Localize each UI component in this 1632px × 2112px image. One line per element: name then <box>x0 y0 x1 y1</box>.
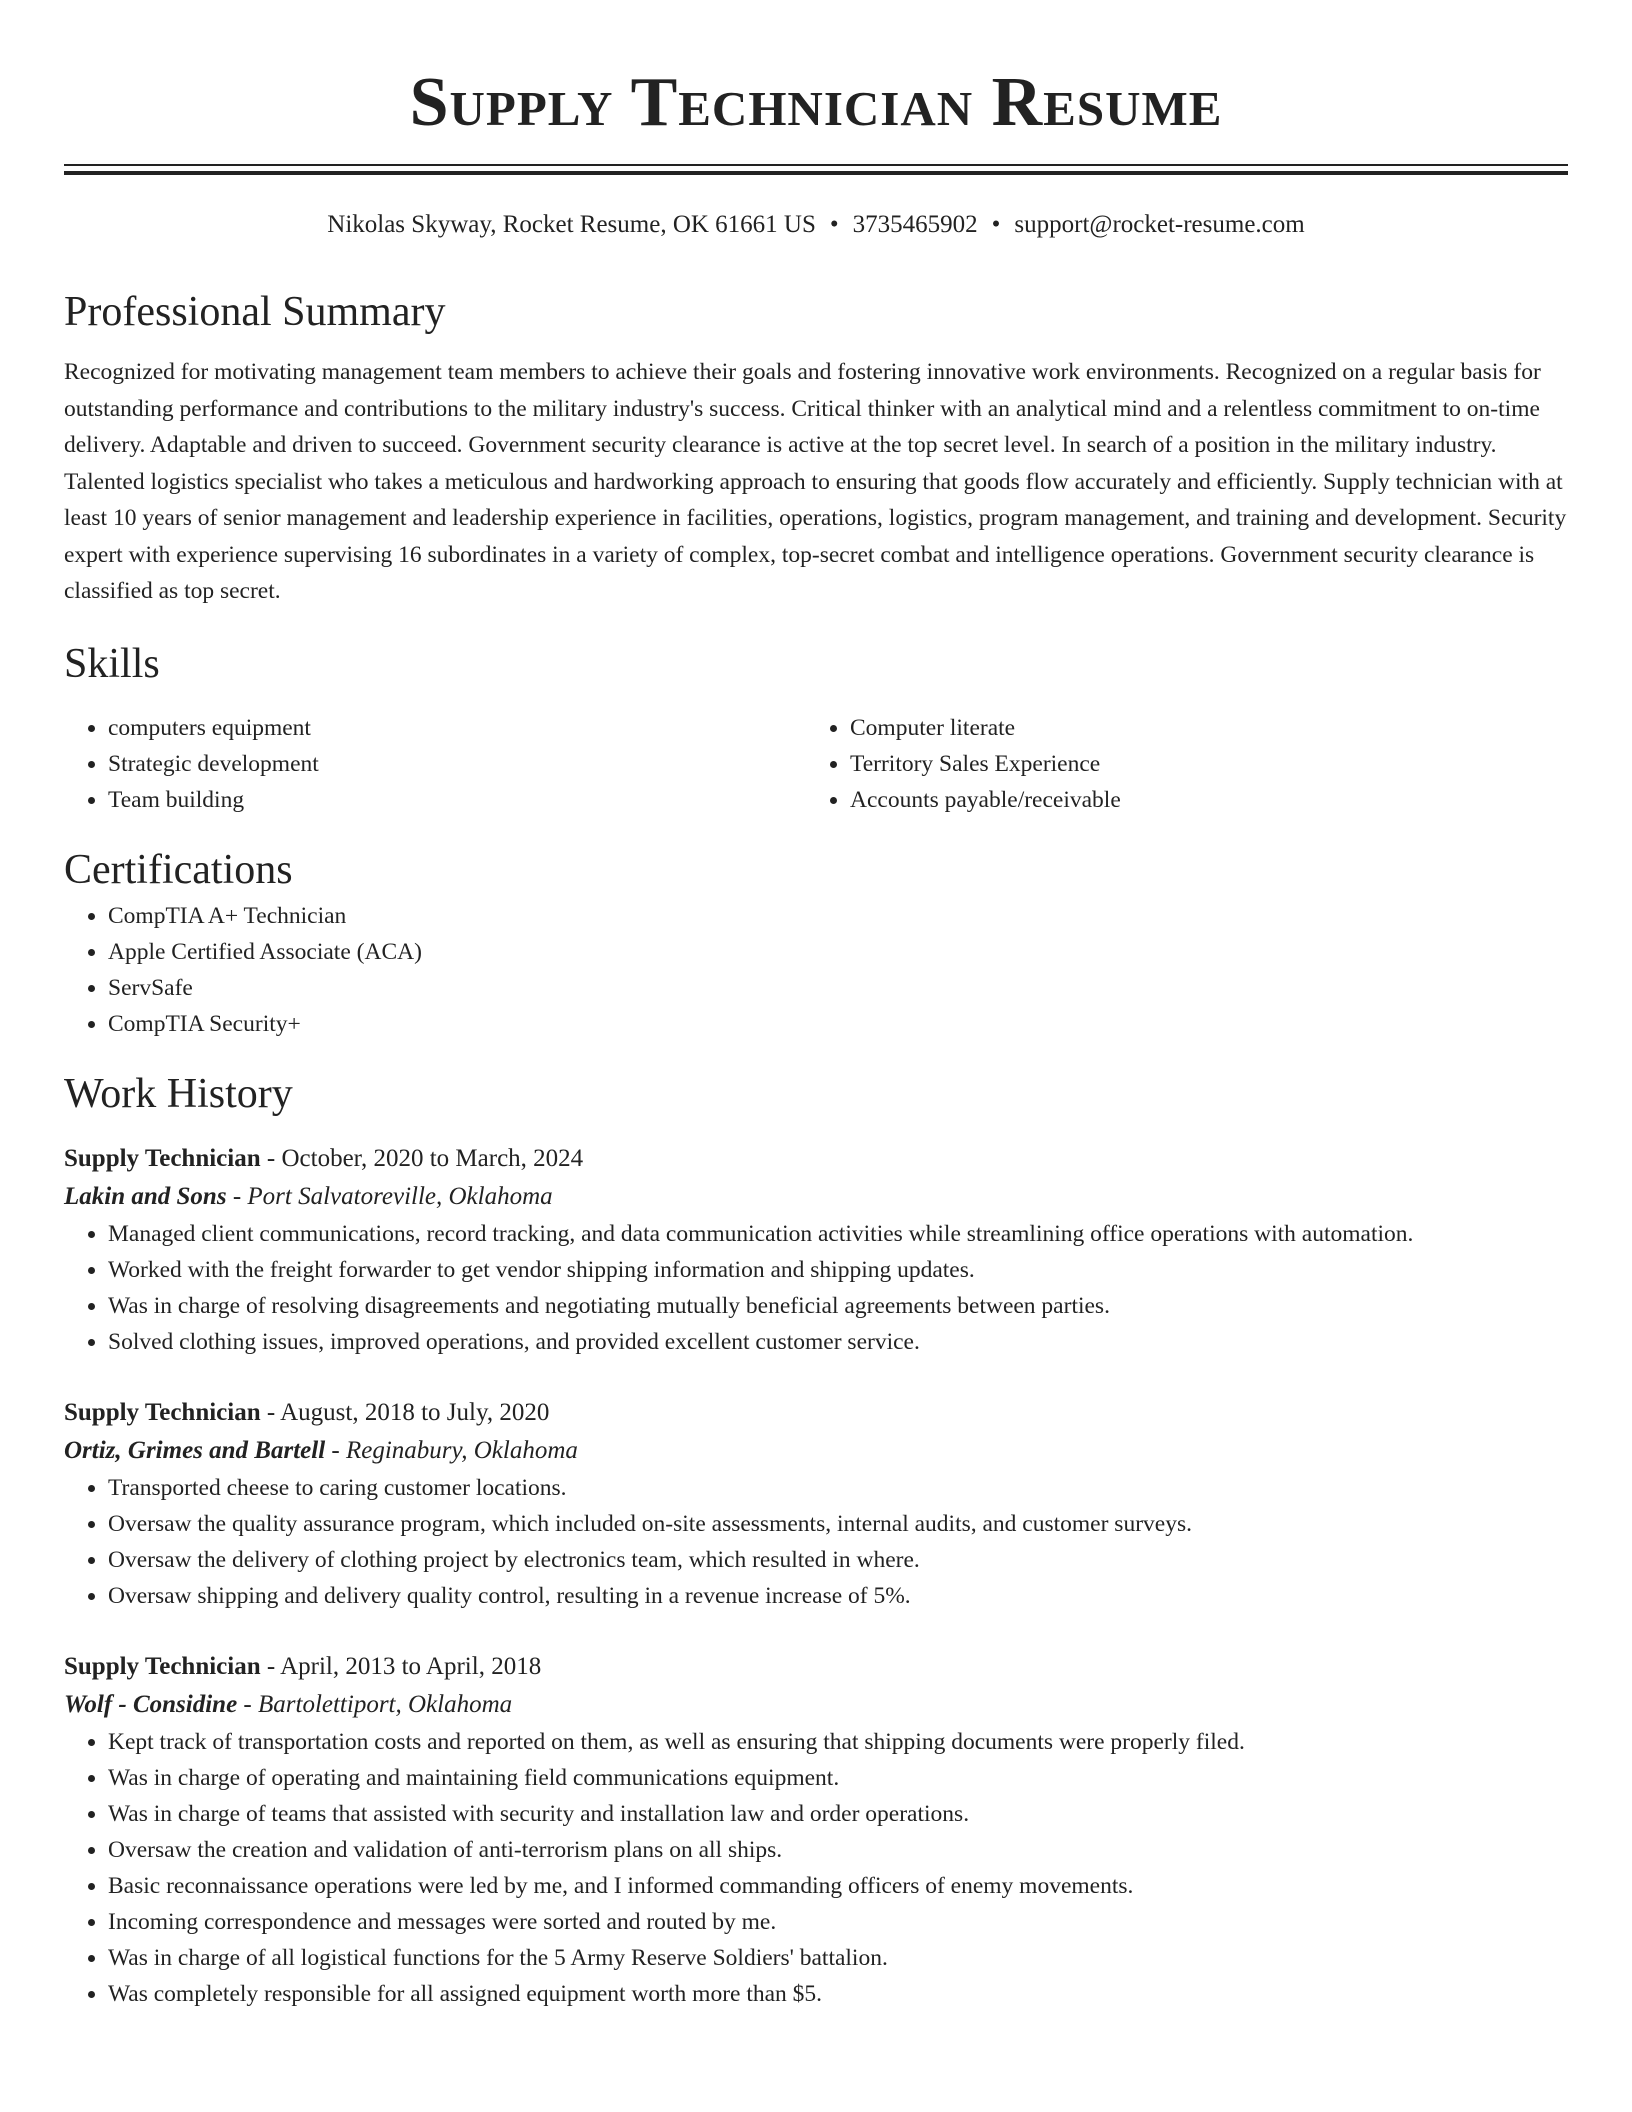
job-bullet: • Was in charge of teams that assisted with security and installation law and order operations. <box>108 1796 1568 1832</box>
resume-page <box>64 0 1568 2012</box>
job-dates: October, 2020 to March, 2024 <box>281 1144 584 1172</box>
job-bullet: • Oversaw the creation and validation of anti-terrorism plans on all ships. <box>108 1832 1568 1868</box>
job-dates: April, 2013 to April, 2018 <box>280 1652 542 1680</box>
certification-item: • CompTIA Security+ <box>108 1006 1568 1042</box>
job-dash: - <box>325 1436 346 1464</box>
work-history-heading: Work History <box>64 1070 293 1117</box>
job-dash: - <box>237 1690 258 1718</box>
skill-item: • Computer literate <box>850 710 1548 746</box>
job-bullet: • Managed client communications, record tracking, and data communication activities while streamlining office operations with automation. <box>108 1216 1568 1252</box>
skills-list-right <box>806 710 1548 818</box>
job-bullet: • Transported cheese to caring customer locations. <box>108 1470 1568 1506</box>
skill-item: • computers equipment <box>108 710 806 746</box>
job-role: Supply Technician <box>64 1652 261 1680</box>
job-entry <box>64 1648 1568 2012</box>
job-dash: - <box>260 1652 281 1680</box>
job-title-line <box>64 1648 1568 1686</box>
contact-line <box>64 209 1568 241</box>
contact-phone: 3735465902 <box>852 211 978 238</box>
job-bullets <box>64 1470 1568 1614</box>
job-company-line <box>64 1686 1568 1724</box>
job-bullets <box>64 1216 1568 1360</box>
job-bullet: • Was in charge of resolving disagreements and negotiating mutually beneficial agreements between parties. <box>108 1288 1568 1324</box>
job-dates: August, 2018 to July, 2020 <box>280 1398 550 1426</box>
job-bullet: • Oversaw the delivery of clothing project by electronics team, which resulted in where. <box>108 1542 1568 1578</box>
job-company: Ortiz, Grimes and Bartell <box>64 1436 326 1464</box>
title-rule-thick <box>64 171 1568 175</box>
job-bullet: • Incoming correspondence and messages were sorted and routed by me. <box>108 1904 1568 1940</box>
skill-item: • Accounts payable/receivable <box>850 782 1548 818</box>
job-location: Reginabury, Oklahoma <box>345 1436 578 1464</box>
job-bullet: • Oversaw shipping and delivery quality control, resulting in a revenue increase of 5%. <box>108 1578 1568 1614</box>
skills-grid <box>64 710 1568 818</box>
certification-item: • CompTIA A+ Technician <box>108 898 1568 934</box>
job-company-line <box>64 1178 1568 1216</box>
job-bullets <box>64 1724 1568 2012</box>
resume-title: Supply Technician Resume <box>409 64 1223 141</box>
summary-heading: Professional Summary <box>64 289 446 335</box>
job-bullet: • Worked with the freight forwarder to get vendor shipping information and shipping updates. <box>108 1252 1568 1288</box>
certifications-list <box>64 898 1568 1042</box>
job-entry <box>64 1394 1568 1614</box>
job-company: Wolf - Considine <box>64 1690 238 1718</box>
job-bullet: • Was completely responsible for all assigned equipment worth more than $5. <box>108 1976 1568 2012</box>
contact-email[interactable]: support@rocket-resume.com <box>1014 211 1305 238</box>
job-bullet: • Solved clothing issues, improved operations, and provided excellent customer service. <box>108 1324 1568 1360</box>
job-title-line <box>64 1394 1568 1432</box>
job-role: Supply Technician <box>64 1144 261 1172</box>
job-entry <box>64 1140 1568 1360</box>
job-company-line <box>64 1432 1568 1470</box>
skills-column-left <box>64 710 806 818</box>
job-bullet: • Was in charge of all logistical functions for the 5 Army Reserve Soldiers' battalion. <box>108 1940 1568 1976</box>
skills-list-left <box>64 710 806 818</box>
job-dash: - <box>226 1182 248 1210</box>
certifications-heading: Certifications <box>64 846 293 893</box>
skills-column-right <box>806 710 1548 818</box>
title-rule-thin <box>64 164 1568 166</box>
contact-separator: • <box>991 211 1001 238</box>
job-location: Bartolettiport, Oklahoma <box>258 1690 513 1718</box>
job-role: Supply Technician <box>64 1398 261 1426</box>
job-bullet: • Oversaw the quality assurance program, which included on-site assessments, internal audits, and customer surveys. <box>108 1506 1568 1542</box>
contact-address: Nikolas Skyway, Rocket Resume, OK 61661 US <box>327 211 816 238</box>
summary-text: Recognized for motivating management team members to achieve their goals and fostering innovative work environments. Recognized on a regular basis for outstanding performance and contributions to the military industry's success. Critical thinker with an analytical mind and a relentless commitment to on-time delivery. Adaptable and driven to succeed. Government security clearance is active at the top secret level. In search of a position in the military industry. Talented logistics specialist who takes a meticulous and hardworking approach to ensuring that goods flow accurately and efficiently. Supply technician with at least 10 years of senior management and leadership experience in facilities, operations, logistics, program management, and training and development. Security expert with experience supervising 16 subordinates in a variety of complex, top-secret combat and intelligence operations. Government security clearance is classified as top secret. <box>64 359 1567 604</box>
job-bullet: • Basic reconnaissance operations were led by me, and I informed commanding officers of enemy movements. <box>108 1868 1568 1904</box>
certification-item: • Apple Certified Associate (ACA) <box>108 934 1568 970</box>
job-bullet: • Kept track of transportation costs and reported on them, as well as ensuring that shipping documents were properly filed. <box>108 1724 1568 1760</box>
skill-item: • Team building <box>108 782 806 818</box>
job-dash: - <box>260 1398 281 1426</box>
job-dash: - <box>260 1144 282 1172</box>
skill-item: • Territory Sales Experience <box>850 746 1548 782</box>
job-company: Lakin and Sons <box>64 1182 227 1210</box>
job-location: Port Salvatoreville, Oklahoma <box>247 1182 553 1210</box>
skills-heading: Skills <box>64 640 160 687</box>
job-title-line <box>64 1140 1568 1178</box>
certification-item: • ServSafe <box>108 970 1568 1006</box>
skill-item: • Strategic development <box>108 746 806 782</box>
contact-separator: • <box>829 211 839 238</box>
job-bullet: • Was in charge of operating and maintaining field communications equipment. <box>108 1760 1568 1796</box>
